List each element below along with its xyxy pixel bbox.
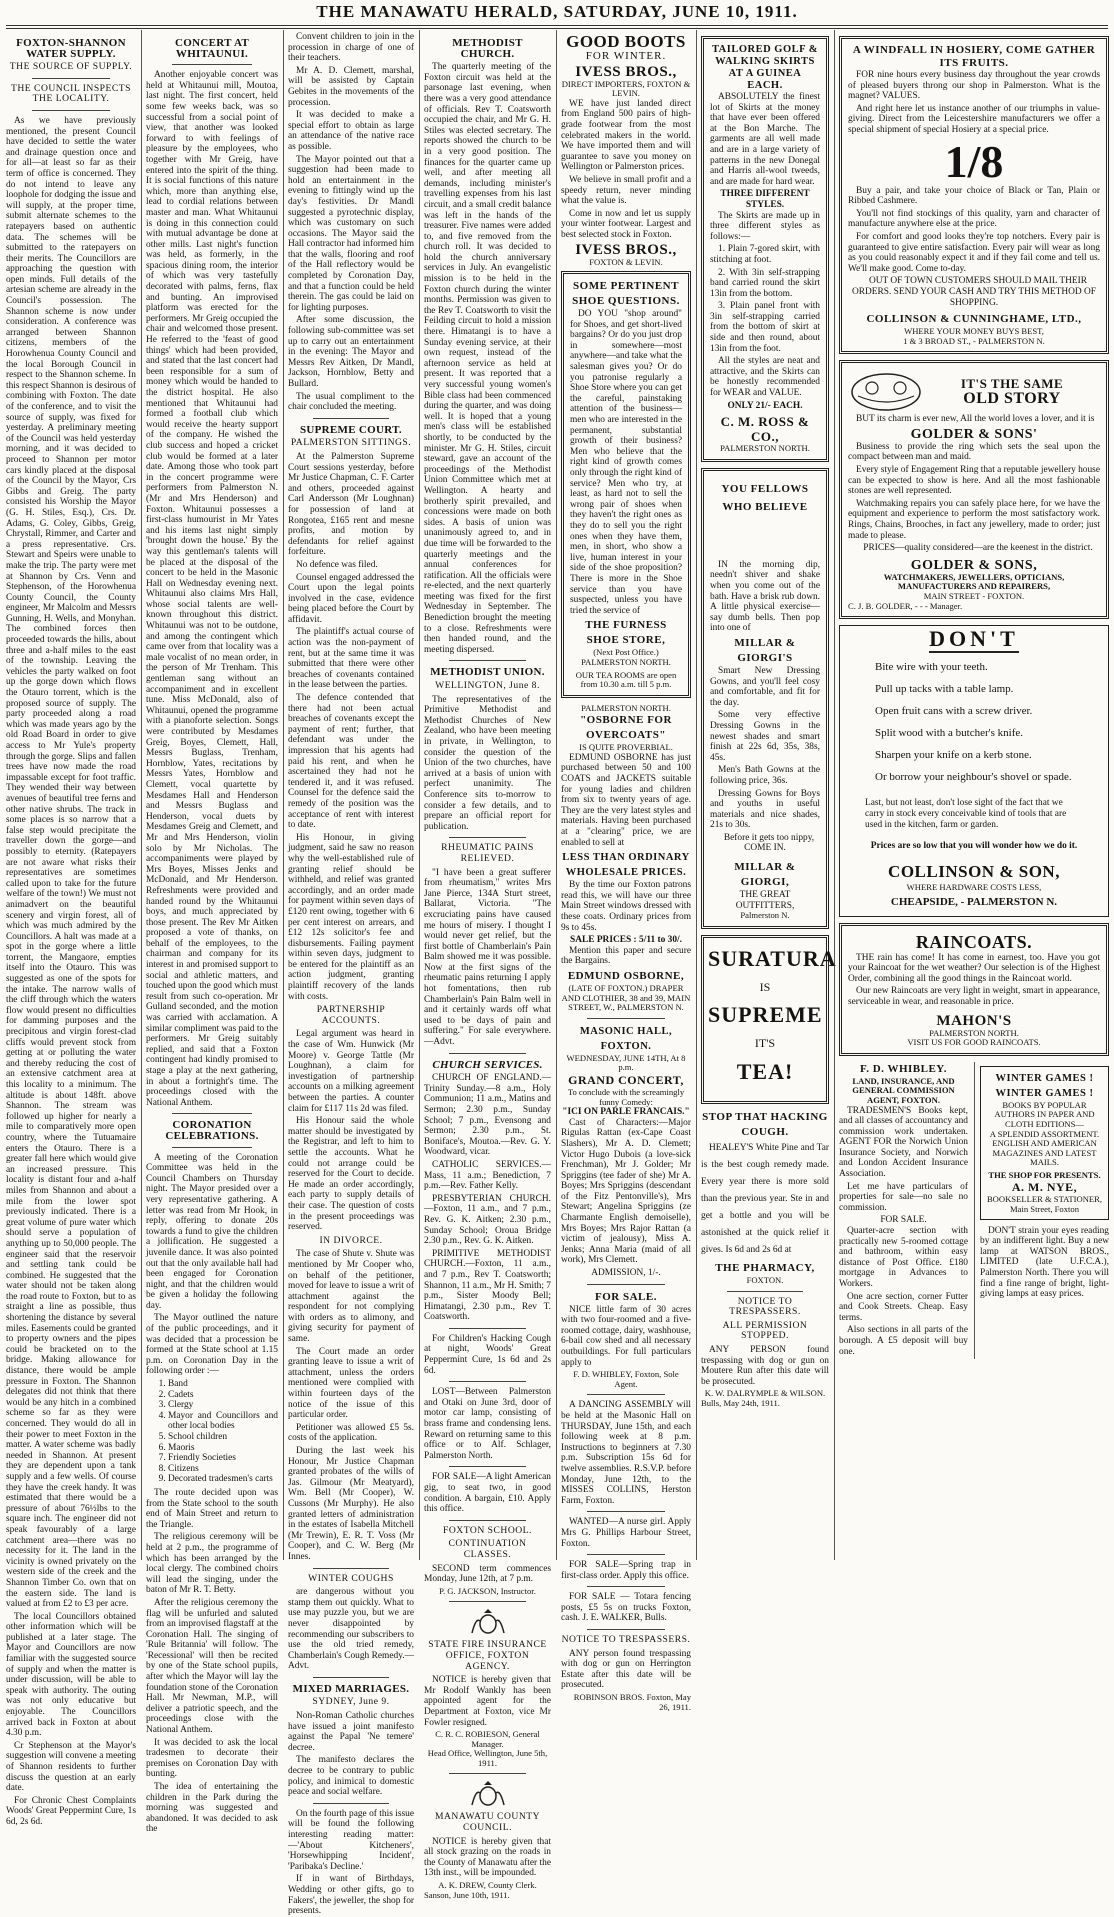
- paragraph: The defence contended that there had not been actual breaches of covenants except the payment of rent; further, that defendant was under the impression that his agents had paid his rent, and when he ascertained they had not he tendered it, and it was refused. Counsel for the defence said the remedy of the position was the acceptance of rent with interest to date.: [288, 693, 414, 831]
- paragraph: The Court made an order granting leave to issue a writ of attachment, unless the orders mentioned were complied with within fourteen days of the notice of the issue of this particular order.: [288, 1346, 414, 1421]
- separator: [727, 1291, 804, 1292]
- paragraph: After the religious ceremony the flag will be unfurled and saluted from an improvised flagstaff at the Coronation Hall. The singing of 'Rule Britannia' will follow. The 'Recessional' will then be recited by one of the State school pupils, after which the Mayor will lay the foundation stone of the Coronation Hall. Mr Newman, M.P., will deliver a patriotic speech, and the proceedings close with the National Anthem.: [146, 1597, 278, 1736]
- paragraph: DO YOU "shop around" for Shoes, and get short-lived bargains? Or do you just drop in somewhere—most anywhere—and take what the salesman gives you? Or do you patronise regularly a Shoe Store where you can get the careful, painstaking attention of the business—men who are interested in the permanent, substantial growth of their business? Men who believe that the right kind of growth comes only through the right kind of service? Men who try, at least, as hard not to sell the wrong pair of shoes when they haven't the right ones as they do to sell you the right ones when they have them, men, in short, who show a live, human interest in your side of the shoe proposition? There is more in the Shoe service than you have suspected, unless you have tried the service of: [570, 309, 682, 616]
- paragraph: Also sections in all parts of the borough. A £5 deposit will buy one.: [839, 1325, 968, 1357]
- article-title: MIXED MARRIAGES.: [292, 1682, 410, 1695]
- royal-crest-icon: [468, 1779, 508, 1809]
- jewellery-ad: [839, 360, 1109, 619]
- ad-brand: MAHON'S: [936, 1012, 1012, 1029]
- paragraph: For comfort and good looks they're top notchers. Every pair is guaranteed to give entire satisfaction. Every pair will wear as long as you could reasonably expect it and if they fail come and tell us. We'll make good. Come to-day.: [848, 231, 1100, 274]
- paragraph: Cast of Characters:—Major Rigulas Rattan (ex-Cape Coast Slashers), Mr A. D. Clemett; Victor Hugo Dubois (a love-sick Frenchman), Mr J. Golder; Mr Spriggins (tee fader of she) Mr A. Boyes; Mrs Spriggins (descendant of the Fitz Pentonville's), Mrs Stewart; Angelina Spriggins (ze Charmante English demoiselle), Mrs Boyes; Mrs Rajor Rattan (a victim of jealousy), Miss A. Jenks; Anna Maria (maid of all work), Mrs Clemett.: [561, 1117, 691, 1266]
- bookseller-ad: [974, 1062, 1109, 1359]
- classified-dance: A DANCING ASSEMBLY will be held at the Masonic Hall on THURSDAY, June 15th, and each following week at 8 p.m. Instructions to beginners at 7.30 p.m. Subscription 15s 6d for twelve assemblies. R.S.V.P. before Monday, June 12th, to the MISSES COLLINS, Herston Farm, Foxton.: [561, 1400, 691, 1506]
- column-1: [6, 32, 136, 1827]
- list-item: Split wood with a butcher's knife.: [875, 726, 1024, 739]
- paragraph: Every style of Engagement Ring that a reputable jewellery house can be expected to show is here. And all the most fashionable stones are well represented.: [848, 465, 1100, 497]
- paragraph: IN the morning dip, needn't shiver and shake when you come out of the bath. Have a brisk rub down. A little physical exercise—say dumb bells. Then pop into one of: [710, 559, 820, 634]
- separator: [313, 1803, 389, 1804]
- list-item: 2. With 3in self-strapping band carried round the skirt 13in from the bottom.: [710, 267, 820, 299]
- paragraph: TRADESMEN'S Books kept, and all classes of accountancy and commission work undertaken. AGENT FOR the Norwich Union Insurance Society, and Norwich and London Accident Insurance Association.: [839, 1105, 968, 1180]
- paragraph: DON'T strain your eyes reading by an indifferent light. Buy a new lamp at WATSON BROS., LIMITED (late U.F.C.A.), Palmerston North. There you will find a fine range of bright, light-giving lamps at easy prices.: [980, 1225, 1109, 1300]
- ad-subtitle: PALMERSTON NORTH.: [720, 443, 810, 454]
- suratura-tea-ad: [701, 935, 837, 1104]
- paragraph: We believe in small profit and a speedy return, never minding what the value is.: [561, 174, 691, 207]
- paragraph: All the styles are neat and attractive, and the Skirts can be honestly recommended for WEAR and VALUE.: [710, 356, 820, 399]
- ad-subtitle: "ICI ON PARLE FRANCAIS.": [562, 1107, 690, 1118]
- ad-subtitle: C. J. B. GOLDER, - - - Manager.: [848, 600, 963, 611]
- ad-brand: COLLINSON & CUNNINGHAME, LTD.,: [866, 313, 1082, 326]
- article-title: CHURCH SERVICES.: [432, 1058, 543, 1071]
- signature: ROBINSON BROS. Foxton, May 26, 1911.: [573, 1692, 691, 1712]
- ad-subtitle: THE GREAT OUTFITTERS,: [735, 890, 795, 911]
- article-subtitle: PALMERSTON SITTINGS.: [290, 437, 412, 449]
- paragraph: Legal argument was heard in the case of Wm. Hunwick (Mr Moore) v. George Tattle (Mr Loughnan), a claim for investigation of partnership accounts on a milking agreement between the parties. A counter claim for £117 11s 2d was filed.: [288, 1029, 414, 1114]
- separator: [449, 1601, 525, 1602]
- hardware-ad: [839, 625, 1109, 916]
- list-item: 1. Band: [168, 1379, 278, 1390]
- list-item: 9. Decorated tradesmen's carts: [168, 1474, 278, 1485]
- paragraph: The Mayor outlined the nature of the public proceedings, and it was decided that a procession be formed at the State school at 1.15 p.m. on Coronation Day in the following order :—: [146, 1313, 278, 1377]
- ad-subtitle: 1 & 3 BROAD ST., - PALMERSTON N.: [903, 335, 1045, 346]
- list-item: 3. Plain panel front with 3in self-strapping carried from the bottom of skirt at side and then round, about 13in from the foot.: [710, 301, 820, 354]
- column-divider: [283, 30, 284, 1560]
- paragraph: THE rain has come! It has come in earnest, too. Have you got your Raincoat for the wet weather? Our selection is of the Highest Order, combining all the good things in the Raincoat world.: [848, 952, 1100, 984]
- separator: [587, 1554, 665, 1555]
- ad-brand: SURATURA: [708, 945, 837, 971]
- ad-brand: C. M. ROSS & CO.,: [720, 414, 810, 445]
- list-item: 7. Friendly Societies: [168, 1453, 278, 1464]
- paragraph: Another enjoyable concert was held at Whitaunui mill, Moutoa, last night. The first concert, held some few weeks back, was so successful from a social point of view, that another was looked forward to with feelings of pleasure by the employees, who together with Mr Greig, have entered into the spirit of the thing. It is social functions of this nature which, more than anything else, lead to cordial relations between master and man. What Whitaunui is doing in this connection could with mutual advantage be done at other mills. Last night's function was held, as formerly, in the spacious dining room, the interior of which was very tastefully decorated with palms, ferns, flax and bunting. An improvised platform was erected for the performers. Mr Greig occupied the chair and welcomed those present. He referred to the 'feast of good things' which had been provided, and stated that the last concert had been responsible for a sum of money which would be handed to the district hospital. He also mentioned that Whitaunui had formed a football club which would receive the hearty support of the company. He wished the club success and hoped a cricket club would be formed at a later date. Among those who took part in the concert programme were performers from Palmerston N. (Mr and Mrs Henderson) and Foxton. Whitaunui possesses a first-class humourist in Mr Yates and his items last night simply 'brought down the house.' By the way this gentleman's talents will be placed at the disposal of the concert to be held in the Masonic Hall on Wednesday evening next. Whitaunui also claims Mrs Hall, whose social talents are well-known throughout this district. Whitaunui was not to be outdone, and among the contingent which came over from that locality was a male vocalist of no mean order, in the person of Mr Trenham. This gentleman sang without an accompaniment and in excellent tune. Miss McDonald, also of Whitaunui, opened the programme with a pianoforte selection. Songs were contributed by Mesdames Greig, Boyes, Clemett, Hall, Messrs Buglass, Trenham, Hornblow, Yates, recitations by Messrs Yates, Hornblow and Clemett, vocal quartette by Mesdames Hall and Henderson and Messrs Buglass and Henderson, vocal duets by Mesdames Greig and Clemett, and Mr and Mrs Henderson, violin solo by Mr Nicholas. The accompaniments were played by Mrs Boyes, Misses Jenks and McDonald, and Mr Henderson. Refreshments were provided and handed round by the Whitaunui boys, and much appreciated by those present. The Rev Mr Aitken proposed a vote of thanks, on behalf of the employees, to the chairman and company for its interest in and promised support to social and athletic matters, and touched upon the good which must result from such co-operation. Mr Gulland seconded, and the motion was carried with acclamation. A similar compliment was paid to the performers. Mr Greig suitably replied, and said that a Foxton contingent had kindly promised to stage a play at the next gathering, in about a fortnight's time. The proceedings closed with the National Anthem.: [146, 70, 279, 1108]
- ad-title: GOOD BOOTS: [566, 32, 686, 51]
- column-3: [288, 32, 414, 1917]
- paragraph: Mr A. D. Clemett, marshal, will be assisted by Captain Gebites in the movements of the procession.: [288, 65, 414, 108]
- ad-title: SOME PERTINENT SHOE QUESTIONS.: [572, 280, 680, 308]
- ad-price: ONLY 21/- EACH.: [727, 400, 803, 411]
- paragraph: The quarterly meeting of the Foxton circuit was held at the parsonage last evening, when there was a very good attendance of officials. Rev T. Coatsworth occupied the chair, and Mr G. H. Stiles was elected secretary. The reports showed the church to be in a very good position. The finances for the quarter came up well, and after meeting all demands, including minister's travelling expenses from his last circuit, and a small credit balance was left in the hands of the treasurer. Five names were added to, and five removed from the church roll. It was decided to hold the church anniversary services in July. An evangelistic mission is to be held in the Foxton church during the winter months. Permission was given to the Rev T. Coatsworth to visit the Feilding circuit to hold a mission there. Himatangi is to have a Sunday evening service, at their own request, instead of the afternoon service as held at present. It was reported that a very successful young women's Bible class had been commenced during the quarter, and was doing well. It is hoped that a young men's class will be established shortly, to be conducted by the minister. Mr G. H. Stiles, circuit steward, gave an account of the proceedings of the Methodist Union Committee which met at Wellington. A hearty and brotherly spirit prevailed, and concessions were made on both sides. A basis of union was unanimously agreed to, and in due time will be forwarded to the quarterly meetings and the annual conferences for ratification. All the officials were re-elected, and the next quarterly meeting was fixed for the first Wednesday in September. The Benediction brought the meeting to a close. Refreshments were then handed round, and the meeting dispersed.: [424, 62, 551, 655]
- ad-title: MASONIC HALL, FOXTON.: [579, 1025, 673, 1052]
- paragraph: The usual compliment to the chair concluded the meeting.: [288, 391, 414, 413]
- ad-title: FOR SALE.: [595, 1290, 657, 1303]
- notice-title: STATE FIRE INSURANCE OFFICE, FOXTON AGENCY.: [428, 1639, 547, 1672]
- ad-brand: IVESS BROS.,: [575, 241, 677, 258]
- paragraph: FOR nine hours every business day throughout the year crowds of pleased buyers throng our shop in Palmerston. What is the magnet? VALUES.: [848, 70, 1100, 102]
- ad-subtitle: ADMISSION, 1/-.: [591, 1268, 661, 1279]
- dateline: WELLINGTON, June 8.: [435, 680, 540, 692]
- procession-list: [168, 1379, 278, 1485]
- ad-title: RAINCOATS.: [915, 931, 1033, 952]
- paragraph: NOTICE is hereby given that all stock grazing on the roads in the County of Manawatu after the 13th inst., will be impounded.: [424, 1836, 551, 1879]
- ad-title: "OSBORNE FOR OVERCOATS": [580, 714, 672, 742]
- ad-subtitle: To conclude with the screamingly funny Comedy:: [567, 1086, 685, 1107]
- ad-subtitle: OUR TEA ROOMS are open from 10.30 a.m. till 5 p.m.: [575, 669, 677, 690]
- notice-title: NOTICE TO TRESPASSERS.: [729, 1295, 801, 1318]
- separator: [449, 1520, 525, 1521]
- separator: [313, 418, 389, 419]
- separator: [587, 1018, 665, 1019]
- separator: [313, 1677, 389, 1678]
- paragraph: The Skirts are made up in three different styles as follows:—: [710, 210, 820, 242]
- list-item: Open fruit cans with a screw driver.: [875, 704, 1033, 717]
- paragraph: Convent children to join in the procession in charge of one of their teachers.: [288, 32, 414, 64]
- ad-subtitle: PALMERSTON NORTH.: [929, 1027, 1019, 1038]
- notice-subtitle: ALL PERMISSION STOPPED.: [722, 1319, 808, 1342]
- paragraph: On the fourth page of this issue will be found the following interesting reading matter:—'About Kitcheners', 'Horsewhipping Incident', 'Paribaka's Decline.': [288, 1808, 414, 1872]
- paragraph: For Chronic Chest Complaints Woods' Great Peppermint Cure, 1s 6d, 2s 6d.: [6, 1795, 136, 1827]
- paragraph: During the last week his Honour, Mr Justice Chapman granted probates of the wills of Jas. Gilmour (Mr Meatyard), Wm. Bell (Mr Cooper), W. Cussons (Mr Murphy). He also granted letters of administration in the estates of Isabella Mitchell (Mr Trewin), E. R. T. Voss (Mr Cooper), and C. W. Berg (Mr Innes.: [288, 1446, 414, 1562]
- column-5: [561, 32, 691, 1712]
- shoe-questions-ad: [561, 271, 691, 698]
- ad-price: 1/8: [944, 135, 1004, 187]
- ad-subtitle: FOXTON & LEVIN.: [589, 256, 663, 267]
- separator: [449, 1328, 525, 1329]
- article-title: RHEUMATIC PAINS RELIEVED.: [441, 842, 534, 864]
- article-title: FOXTON-SHANNON WATER SUPPLY.: [16, 37, 126, 60]
- paragraph: Men's Bath Gowns at the following price, 36s.: [710, 765, 820, 786]
- paragraph: If in want of Birthdays, Wedding or other gifts, go to Fakers', the jeweller, the shop for presents.: [288, 1874, 414, 1917]
- paragraph: Buy a pair, and take your choice of Black or Tan, Plain or Ribbed Cashmere.: [848, 185, 1100, 207]
- ad-subtitle: THE SHOP FOR PRESENTS.: [988, 1169, 1101, 1180]
- paragraph: No defence was filed.: [296, 559, 378, 570]
- paragraph: NICE little farm of 30 acres with two four-roomed and a five-roomed cottage, dairy, washhouse, 6-bail cow shed and all necessary outbuildings. For full particulars apply to: [561, 1304, 691, 1368]
- separator: [449, 1053, 525, 1054]
- paragraph: CHURCH OF ENGLAND.—Trinity Sunday.—8 a.m., Holy Communion; 11 a.m., Matins and Sermon; 2.30 p.m., Sunday School; 7 p.m., Evensong and Sermon; 2.30 p.m., St. Boniface's, Moutoa.—Rev. G. Y. Woodward, vicar.: [424, 1073, 551, 1158]
- list-item: 4. Mayor and Councillors and other local bodies: [168, 1411, 278, 1432]
- paragraph: Cr Stephenson at the Mayor's suggestion will convene a meeting of Shannon residents to further discuss the question at an early date.: [6, 1740, 136, 1794]
- paragraph: The idea of entertaining the children in the Park during the morning was suggested and abandoned. It was decided to ask the: [146, 1782, 278, 1835]
- ad-highlight: TEA!: [736, 1059, 794, 1085]
- paragraph: The manifesto declares the decree to be contrary to public policy, and inimical to domestic peace and social welfare.: [288, 1755, 414, 1798]
- skirts-ad: [701, 36, 829, 462]
- ad-subtitle: MAIN STREET - FOXTON.: [923, 591, 1025, 601]
- paragraph: For Children's Hacking Cough at night, Woods' Great Peppermint Cure, 1s 6d and 2s 6d.: [424, 1333, 551, 1376]
- paragraph: The religious ceremony will be held at 2 p.m., the programme of which has been arranged by the local clergy. The combined choirs will lead the singing, under the baton of Mr R. T. Betty.: [146, 1532, 278, 1596]
- ad-text: IT'S: [754, 1036, 776, 1051]
- classified-lost: LOST—Between Palmerston and Otaki on June 3rd, door of motor car lamp, consisting of brass frame and condensing lens. Reward on returning same to this office or to Alf. Schlager, Palmerston North.: [424, 1387, 551, 1461]
- column-7: [839, 32, 1109, 1560]
- ad-subtitle: A SPLENDID ASSORTMENT.: [989, 1128, 1100, 1139]
- paragraph: And right here let us instance another of our triumphs in value-giving. Direct from the Leicestershire manufacturers we offer a special shipment of special Hosiery at a special price.: [848, 103, 1100, 135]
- paragraph: "I have been a great sufferer from rheumatism," writes Mrs Jane Pierce, 134A Sturt street, Ballarat, Victoria. "The excruciating pains have caused me hours of misery. I thought I would never get relief, but the first bottle of Chamberlain's Pain Balm showed me it was possible. Now at the first signs of the rheumatic pains returning I apply hot fomentations, then rub Chamberlain's Pain Balm well in and it certainly wards off what used to be days of pain and suffering." For sale everywhere.—Advt.: [424, 867, 551, 1048]
- paragraph: The case of Shute v. Shute was mentioned by Mr Cooper who, on behalf of the petitioner, moved for leave to issue a writ of attachment against the respondent for not complying with orders as to alimony, and giving security for payment of same.: [288, 1249, 414, 1345]
- column-2: [146, 32, 279, 1835]
- paragraph: Some very effective Dressing Gowns in the newest shades and smart finish at 22s 6d, 35s, 38s, 45s.: [710, 710, 820, 763]
- paragraph: PRIMITIVE METHODIST CHURCH.—Foxton, 11 a.m., and 7 p.m., Rev T. Coatsworth; Shannon, 11 a.m., Mr H. Smith; 7 p.m., Sister Moody Bell; Himatangi, 2.30 p.m., Rev T. Coatsworth.: [424, 1248, 551, 1323]
- paragraph: The Mayor pointed out that a suggestion had been made to hold an entertainment in the evening to fittingly wind up the day's festivities. Dr Mandl suggested a pyrotechnic display, which was customary on such occasions. The Mayor said the Hall contractor had informed him that the walls, flooring and roof of the Hall reflectory would be completed by Coronation Day, and that a function could be held therein. The gas could be laid on for lighting purposes.: [288, 154, 414, 313]
- paragraph: Watchmaking repairs you can safely place here, for we have the equipment and experience to perform the most satisfactory work. Rings, Chains, Brooches, in fact any jewellery, made to order; just made to please.: [848, 498, 1100, 541]
- signature: A. K. DREW, County Clerk.: [438, 1880, 537, 1891]
- paragraph: Quarter-acre section with practically new 5-roomed cottage and bathroom, within easy distance of Post Office. £180 mortgage in Advances to Workers.: [839, 1226, 968, 1289]
- separator: [449, 837, 525, 838]
- separator: [449, 660, 525, 661]
- separator: [587, 1394, 665, 1395]
- masthead-rule: [6, 25, 1108, 26]
- paragraph: A meeting of the Coronation Committee was held in the Council Chambers on Thursday night. The Mayor presided over a very representative gathering. A letter was read from Mr Hook, in reply, offering to donate 20s towards a fund to give the children a jollification. He suggested a juvenile dance. It was also pointed out that the only available hall had been engaged for Coronation night, and that the children would be given a holiday the following day.: [146, 1152, 278, 1311]
- ad-subtitle: WATCHMAKERS, JEWELLERS, OPTICIANS, MANUFACTURERS AND REPAIRERS,: [883, 571, 1065, 592]
- list-item: Sharpen your knife on a kerb stone.: [875, 748, 1032, 761]
- article-subtitle: PARTNERSHIP ACCOUNTS.: [316, 1004, 386, 1026]
- dateline: SYDNEY, June 9.: [312, 1696, 390, 1708]
- ad-brand: GOLDER & SONS,: [910, 557, 1038, 573]
- paragraph: Prices are so low that you will wonder how we do it.: [870, 840, 1078, 851]
- ad-title: DON'T: [929, 626, 1019, 652]
- paragraph: It was decided to make a special effort to obtain as large an attendance of the native race as possible.: [288, 110, 414, 152]
- paragraph: CATHOLIC SERVICES.—Mass, 11 a.m.; Benediction, 7 p.m.—Rev. Father Kelly.: [424, 1159, 551, 1192]
- article-title: CONCERT AT WHITAUNUI.: [174, 37, 250, 60]
- cupids-illustration-icon: [848, 368, 924, 414]
- paragraph: ABSOLUTELY the finest lot of Skirts at the money that have ever been offered at the Bon Marche. The garments are all well made and are in a large variety of patterns in the new Donegal and Harris all-wool tweeds, and are made for hard wear.: [710, 92, 820, 187]
- ad-subtitle: FOR WINTER.: [585, 50, 667, 62]
- separator: [587, 1586, 665, 1587]
- ad-subtitle: CHEAPSIDE, - PALMERSTON N.: [890, 895, 1058, 908]
- paragraph: Dressing Gowns for Boys and youths in useful materials and nice shades, 21s to 30s.: [710, 788, 820, 831]
- royal-crest-icon: [468, 1607, 508, 1637]
- notice-title: NOTICE TO TRESPASSERS.: [561, 1634, 691, 1646]
- ad-title: WINTER COUGHS: [308, 1572, 394, 1584]
- ad-prices: SALE PRICES : 5/11 to 30/.: [570, 935, 682, 946]
- ad-head: PALMERSTON NORTH.: [581, 702, 671, 713]
- list-item: 6. Maoris: [168, 1443, 278, 1454]
- paragraph: OUT OF TOWN CUSTOMERS SHOULD MAIL THEIR ORDERS. SEND YOUR CASH AND TRY THIS METHOD OF SHOPPING.: [851, 276, 1097, 308]
- ad-subtitle: THREE DIFFERENT STYLES.: [720, 189, 810, 210]
- raincoats-ad: [839, 923, 1109, 1056]
- ad-brand: THE PHARMACY,: [715, 1262, 815, 1275]
- ad-text: IS: [759, 979, 771, 994]
- list-item: Or borrow your neighbour's shovel or spade.: [875, 770, 1072, 783]
- paragraph: are dangerous without you stamp them out quickly. What to use may puzzle you, but we are never disappointed by recommending our subscribers to use the old tried remedy, Chamberlain's Cough Remedy.—Advt.: [288, 1587, 414, 1672]
- paragraph: Smart New Dressing Gowns, and you'll feel cosy and comfortable, and fit for the day.: [710, 665, 820, 708]
- separator: [172, 64, 251, 65]
- ad-title: OLD STORY: [963, 390, 1061, 408]
- ad-brand: MILLAR & GIORGI'S: [734, 636, 796, 664]
- paragraph: Let me have particulars of properties for sale—no sale no commission.: [839, 1181, 968, 1213]
- paragraph: By the time our Foxton patrons read this, we will have our three Main Street windows dressed with these coats. Ordinary prices from 9s to 45s.: [561, 880, 691, 933]
- ad-brand: THE FURNESS SHOE STORE,: [585, 619, 667, 647]
- ad-brand: GOLDER & SONS': [910, 426, 1038, 442]
- paragraph: EDMUND OSBORNE has just purchased between 50 and 100 COATS and JACKETS suitable for young ladies and children from six to twenty years of age. They are the very latest styles and materials. Having been purchased at a "clearing" price, we are enabled to sell at: [561, 752, 691, 848]
- list-item: Pull up tacks with a table lamp.: [875, 682, 1014, 695]
- list-item: 5. School children: [168, 1432, 278, 1443]
- ad-subtitle: DIRECT IMPORTERS, FOXTON & LEVIN.: [561, 78, 691, 99]
- ad-title: A WINDFALL IN HOSIERY, COME GATHER ITS FRUITS.: [852, 44, 1096, 69]
- column-4: [424, 32, 551, 1900]
- separator: [313, 1568, 389, 1569]
- ad-subtitle: (LATE OF FOXTON.) DRAPER AND CLOTHIER, 38 and 39, MAIN STREET, W., PALMERSTON N.: [561, 982, 691, 1013]
- ad-subtitle: LAND, INSURANCE, AND GENERAL COMMISSION AGENT, FOXTON.: [852, 1075, 955, 1105]
- list-item: Bite wire with your teeth.: [875, 660, 988, 673]
- paragraph: ANY PERSON found trespassing with dog or gun on Moutere Run after this date will be prosecuted.: [701, 1345, 829, 1387]
- paragraph: Before it gets too nippy, COME IN.: [723, 832, 815, 854]
- ad-brand: EDMUND OSBORNE,: [567, 969, 685, 982]
- separator: [172, 1147, 251, 1148]
- paragraph: As we have previously mentioned, the present Council have decided to settle the water and drainage question once and for all—at least so far as their term of office is concerned. They do not intend to leave any loophole for dodging the issue and will supply, at the proper time, submit alternate schemes to the ratepayers based on authentic data. The schemes will be submitted to the ratepayers on their merits. The Councillors are approaching the question with open minds. Full details of the artesian scheme are already in the Council's possession. The Shannon scheme is now under consideration. A conference was arranged between Shannon citizens, members of the Horowhenua County Council and the local Borough Council in respect to the Shannon scheme. In this respect Shannon is desirous of combining with Foxton. The date of the conference, and to visit the source of supply, was fixed for yesterday. A preliminary meeting of the Council was held yesterday morning, and it was decided to proceed to Shannon per motor cars kindly placed at the disposal of the Council by the Mayor, Crs Gibbs and Greig. The party consisted his Worship the Mayor (G. H. Stiles, Esq.), Crs. Dr. Adams, G. Coley, Gibbs, Greig, Chrystall, Rimmer, and Carter and a press representative. Crs. Stewart and Speirs were unable to make the trip. The party were met at Shannon by Crs. Venn and Stephenson, of the Horowhenua County Council, the County engineer, Mr Malcolm and Messrs Gunning, H. Wells, and Monyhan. The combined forces then proceeded towards the hills, about three and a-half miles to the east of the township. Leaving the vehicles the party walked on foot up the gorge down which flows the Otauro torrent, which is the proposed source of supply. The party proceeded along a road which was made years ago by the old Road Board in order to give access to Mr Yule's property through the gorge. Slips and fallen trees have now made the road impassable except for foot traffic. They wended their way between avenues of beautiful tree ferns and other native shrubs. The track in some places is so narrow that a false step would precipitate the traveller down the gorge—and possibly to eternity. (Ratepayers are not aware what risks their representatives are sometimes called upon to take for the future welfare of the town!) We must not animadvert on the beautiful scenery and virgin forest, all of which was much admired by the Councillors. A halt was made at a spot in the gorge where a little torrent, the Mangaore, empties itself into the Otauro. This was suggested as one of the spots for the intake. The narrow walls of the cliff through which the waters flow would present no difficulties for damming purposes and the precipitous and virgin forest-clad cliffs would prevent stock from getting at or polluting the water and thereby reducing the cost of an extensive catchment area at this locality to a minimum. The altitude is about 148ft. above Shannon. The stream was followed up higher for nearly a mile to comparatively more open country, where the Tutuamaire enters the Otauro. There is a greater fall here which would give an increased pressure. This locality is distant four and a-half miles from Shannon and about a mile from the lower spot previously indicated. There is a great volume of pure water which should serve a population of anything up to 50,000 people. The engineer said that the reservoir and settling tank could be combined. He suggested that the water should not be taken along the road route to Foxton, but to as straight a line as possible, thus shortening the distance by several miles. Easements could be granted to property owners and the pipes could be bracketed on to the bridge. Making allowance for distance, there would be ample pressure in Foxton. The Shannon delegates did not think that there would be any hitch in a combined scheme so far as they were concerned. They would do all in their power to meet Foxton in the matter. A water scheme was badly needed in Shannon. At present they are dependent upon a tank supply and a few wells. Of course they have the creek handy. It was estimated that there would be a pressure of about 76½lbs to the square inch. The engineer did not speak favourably of a large catchment area—there was no necessity for it. The land in the vicinity is owned privately on the western side of the creek and the Shannon Timber Co. own that on the eastern side. The land is valued at from £2 to £3 per acre.: [6, 115, 136, 1610]
- paragraph: Come in now and let us supply your winter footwear. Largest and best selected stock in Foxton.: [561, 208, 691, 240]
- column-6: [701, 32, 837, 1560]
- ad-title: WINTER GAMES ! WINTER GAMES !: [995, 1072, 1094, 1099]
- paragraph: Business to provide the ring which sets the seal upon the compact between man and maid.: [848, 441, 1100, 463]
- ad-subtitle: BOOKS BY POPULAR AUTHORS IN PAPER AND CLOTH EDITIONS—: [994, 1099, 1095, 1129]
- paragraph: Last, but not least, don't lose sight of the fact that we carry in stock every conceivable kind of tools that are used in the kitchen, farm or garden.: [865, 797, 1067, 830]
- article-subtitle: THE SOURCE OF SUPPLY.: [9, 61, 133, 73]
- column-divider: [141, 30, 142, 1560]
- signature: Bulls, May 24th, 1911.: [701, 1397, 780, 1408]
- paragraph: His Honour, in giving judgment, said he saw no reason why the well-established rule of granting relief should be withheld, and relief was granted accordingly, and an order made for payment within seven days of £120 rent owing, together with 6 per cent interest on arrears, and £12 12s solicitor's fee and disbursements. Failing payment within seven days, judgment to be entered for the plaintiff as an action judgment, granting plaintiff recovery of the lands with costs.: [288, 832, 414, 1002]
- separator: [32, 78, 110, 79]
- separator: [32, 110, 110, 111]
- ad-subtitle: VISIT US FOR GOOD RAINCOATS.: [907, 1037, 1041, 1048]
- ad-subtitle: BOOKSELLER & STATIONER,: [986, 1194, 1103, 1205]
- ad-brand: A. M. NYE,: [1011, 1180, 1078, 1195]
- list-item: 1. Plain 7-gored skirt, with stitching at foot.: [710, 244, 820, 265]
- paragraph: HEALEY'S White Pine and Tar is the best cough remedy made. Every year there is more sold than the previous year. Ste in and get a bottle and you will be astonished at the quick relief it gives. Is 6d and 2s 6d at: [701, 1143, 829, 1256]
- paragraph: It was decided to ask the local tradesmen to decorate their premises on Coronation Day with bunting.: [146, 1737, 278, 1780]
- ad-subtitle: WHERE HARDWARE COSTS LESS,: [906, 882, 1042, 893]
- paragraph: After some discussion, the following sub-committee was set up to carry out an entertainment in the evening: The Mayor and Messrs Rev Aitken, Dr Mandl, Jackson, Hornblow, Betty and Bullard.: [288, 315, 414, 389]
- ad-highlight: GRAND CONCERT,: [568, 1072, 684, 1087]
- ad-subtitle: FOR SALE.: [880, 1215, 927, 1226]
- games-box: [980, 1066, 1109, 1220]
- notice-subtitle: CONTINUATION CLASSES.: [448, 1538, 527, 1560]
- paragraph: The route decided upon was from the State school to the south end of Main Street and return to the Triangle.: [146, 1487, 278, 1530]
- ad-highlight: LESS THAN ORDINARY WHOLESALE PRICES.: [562, 852, 690, 879]
- column-divider: [834, 30, 835, 1560]
- article-subtitle: IN DIVORCE.: [319, 1234, 383, 1246]
- spacer: [710, 520, 820, 560]
- paragraph: The representatives of the Primitive Methodist and Methodist Churches of New Zealand, who have been meeting in private, in Wellington, to consider the question of the Union of the two churches, have arrived at a basis of union with perfect unanimity. The Conference sits to-morrow to consider a few details, and to prepare an official report for publication.: [424, 694, 551, 832]
- paragraph: NOTICE is hereby given that Mr Rodolf Wankly has been appointed agent for the Department at Foxton, vice Mr Fowler resigned.: [424, 1675, 551, 1728]
- ad-title: TAILORED GOLF & WALKING SKIRTS AT A GUINEA EACH.: [711, 44, 819, 91]
- masthead: THE MANAWATU HERALD, SATURDAY, JUNE 10, 1911.: [316, 2, 798, 21]
- separator: [587, 1511, 665, 1512]
- list-item: 2. Cadets: [168, 1390, 278, 1401]
- ad-brand: F. D. WHIBLEY.: [860, 1062, 947, 1075]
- paragraph: One acre section, corner Futter and Cook Streets. Cheap. Easy terms.: [839, 1291, 968, 1323]
- ad-subtitle: WEDNESDAY, JUNE 14TH, At 8 p.m.: [566, 1052, 686, 1073]
- signature: F. D. WHIBLEY, Foxton, Sole Agent.: [573, 1369, 679, 1389]
- article-title: METHODIST CHURCH.: [452, 37, 523, 60]
- article-title: METHODIST UNION.: [430, 666, 545, 679]
- ad-subtitle: WHERE YOUR MONEY BUYS BEST,: [904, 326, 1044, 337]
- ad-brand: IVESS BROS.,: [575, 63, 677, 80]
- separator: [587, 1629, 665, 1630]
- separator: [449, 1381, 525, 1382]
- paragraph: PRESBYTERIAN CHURCH.—Foxton, 11 a.m., and 7 p.m., Rev. G. K. Aitken; 2.30 p.m., Sunday School; Oroua Bridge 2.30 p.m., Rev. G. K. Aitken.: [424, 1193, 551, 1247]
- ad-subtitle: (Next Post Office.) PALMERSTON NORTH.: [581, 647, 671, 667]
- signature: Head Office, Wellington, June 5th, 1911.: [427, 1748, 548, 1768]
- paragraph: PRICES—quality considered—are the keenest in the district.: [863, 543, 1093, 554]
- separator: [172, 1113, 251, 1114]
- whibley-ad: [839, 1062, 968, 1359]
- paragraph: WE have just landed direct from England 500 pairs of high-grade footwear from the most celebrated makers in the world. We have imported them and will guarantee to save you money on Wellington or Palmerston prices.: [561, 98, 691, 173]
- signature: P. G. JACKSON, Instructor.: [439, 1585, 536, 1596]
- signature: C. R. C. ROBIESON, General Manager.: [435, 1729, 540, 1749]
- ad-subtitle: FOXTON.: [746, 1275, 784, 1286]
- signature: Sanson, June 10th, 1911.: [424, 1889, 510, 1900]
- column-divider: [419, 30, 420, 1560]
- paragraph: ANY person found trespassing with dog or gun on Herrington Estate after this date will be prosecuted.: [561, 1648, 691, 1691]
- separator: [587, 1284, 665, 1285]
- paragraph: BUT its charm is ever new, All the world loves a lover, and it is: [856, 414, 1095, 425]
- article-title: CORONATION CELEBRATIONS.: [165, 1119, 259, 1142]
- paragraph: Mention this paper and secure the Bargains.: [561, 945, 691, 967]
- ad-brand: MILLAR & GIORGI,: [734, 861, 796, 889]
- paragraph: The local Councillors obtained other information which will be published at a later stage. The Mayor and Councillors are now familiar with the suggested source of supply and when the matter is under discussion, will be able to speak with authority. The outing was not only educative but enjoyable. The Councillors arrived back in Foxton at about 4.30 p.m.: [6, 1611, 136, 1739]
- paragraph: At the Palmerston Supreme Court sessions yesterday, before Mr Justice Chapman, C. F. Carter and others, proceeded against Carl Andersson (Mr Loughnan) for possession of land at Rongotea, £165 rent and mesne profits, and motion by defendants for relief against forfeiture.: [288, 451, 414, 558]
- classified-for-sale: FOR SALE — Totara fencing posts, £5 5s on trucks Foxton, cash. J. E. WALKER, Bulls.: [561, 1592, 691, 1624]
- ad-subtitle: ENGLISH AND AMERICAN MAGAZINES AND LATEST MAILS.: [992, 1138, 1097, 1168]
- ad-title: STOP THAT HACKING COUGH.: [702, 1111, 828, 1139]
- paragraph: The plaintiff's actual course of action was the non-payment of rent, but at the same time it was submitted that there were other breaches of covenants contained in the lease between the parties.: [288, 627, 414, 691]
- column-divider: [696, 30, 697, 1560]
- ad-subtitle: Palmerston N.: [740, 910, 790, 921]
- paragraph: His Honour said the whole matter should be investigated by the Registrar, and left to him to settle the accounts. What he could not arrange could be reserved for the Court to decide. He made an order accordingly, each party to supply details of their case. The question of costs in the present proceedings was reserved.: [288, 1116, 414, 1233]
- paragraph: Our new Raincoats are very light in weight, smart in appearance, serviceable in wear, and reasonable in price.: [848, 986, 1100, 1007]
- classified-for-sale: FOR SALE—A light American gig, to seat two, in good condition. A bargain, £10. Apply this office.: [424, 1472, 551, 1515]
- list-item: 3. Clergy: [168, 1400, 278, 1411]
- hosiery-ad: [839, 36, 1109, 354]
- list-item: 8. Citizens: [168, 1464, 278, 1475]
- ad-title: YOU FELLOWS WHO BELIEVE: [721, 482, 809, 513]
- masthead-rule: [6, 28, 1108, 29]
- paragraph: Non-Roman Catholic churches have issued a joint manifesto against the Papal 'Ne temere' decree.: [288, 1711, 414, 1753]
- dressing-gowns-ad: [701, 468, 829, 929]
- column-divider: [556, 30, 557, 1560]
- ad-subtitle: Main Street, Foxton: [1010, 1204, 1079, 1215]
- ad-title: IT'S THE SAME: [960, 376, 1064, 392]
- ad-brand: COLLINSON & SON,: [888, 862, 1060, 882]
- ad-subtitle: IS QUITE PROVERBIAL.: [579, 742, 673, 753]
- signature: K. W. DALRYMPLE & WILSON.: [704, 1388, 826, 1399]
- ad-highlight: SUPREME: [708, 1002, 823, 1028]
- article-subtitle: THE COUNCIL INSPECTS THE LOCALITY.: [11, 82, 131, 105]
- paragraph: You'll not find stockings of this quality, yarn and character of manufacture anywhere else at the price.: [848, 208, 1100, 230]
- article-title: SUPREME COURT.: [299, 423, 402, 436]
- classified-wanted: WANTED—A nurse girl. Apply Mrs G. Phillips Harbour Street, Foxton.: [561, 1517, 691, 1549]
- paragraph: Counsel engaged addressed the Court upon the legal points involved in the case, evidence being placed before the Court by affidavit.: [288, 572, 414, 625]
- classified-for-sale: FOR SALE—Spring trap in first-class order. Apply this office.: [561, 1560, 691, 1581]
- paragraph: SECOND term commences Monday, June 12th, at 7 p.m.: [424, 1563, 551, 1585]
- separator: [449, 1773, 525, 1774]
- separator: [449, 1466, 525, 1467]
- paragraph: Petitioner was allowed £5 5s. costs of the application.: [288, 1422, 414, 1444]
- notice-title: MANAWATU COUNTY COUNCIL.: [434, 1811, 541, 1834]
- notice-title: FOXTON SCHOOL.: [443, 1524, 532, 1536]
